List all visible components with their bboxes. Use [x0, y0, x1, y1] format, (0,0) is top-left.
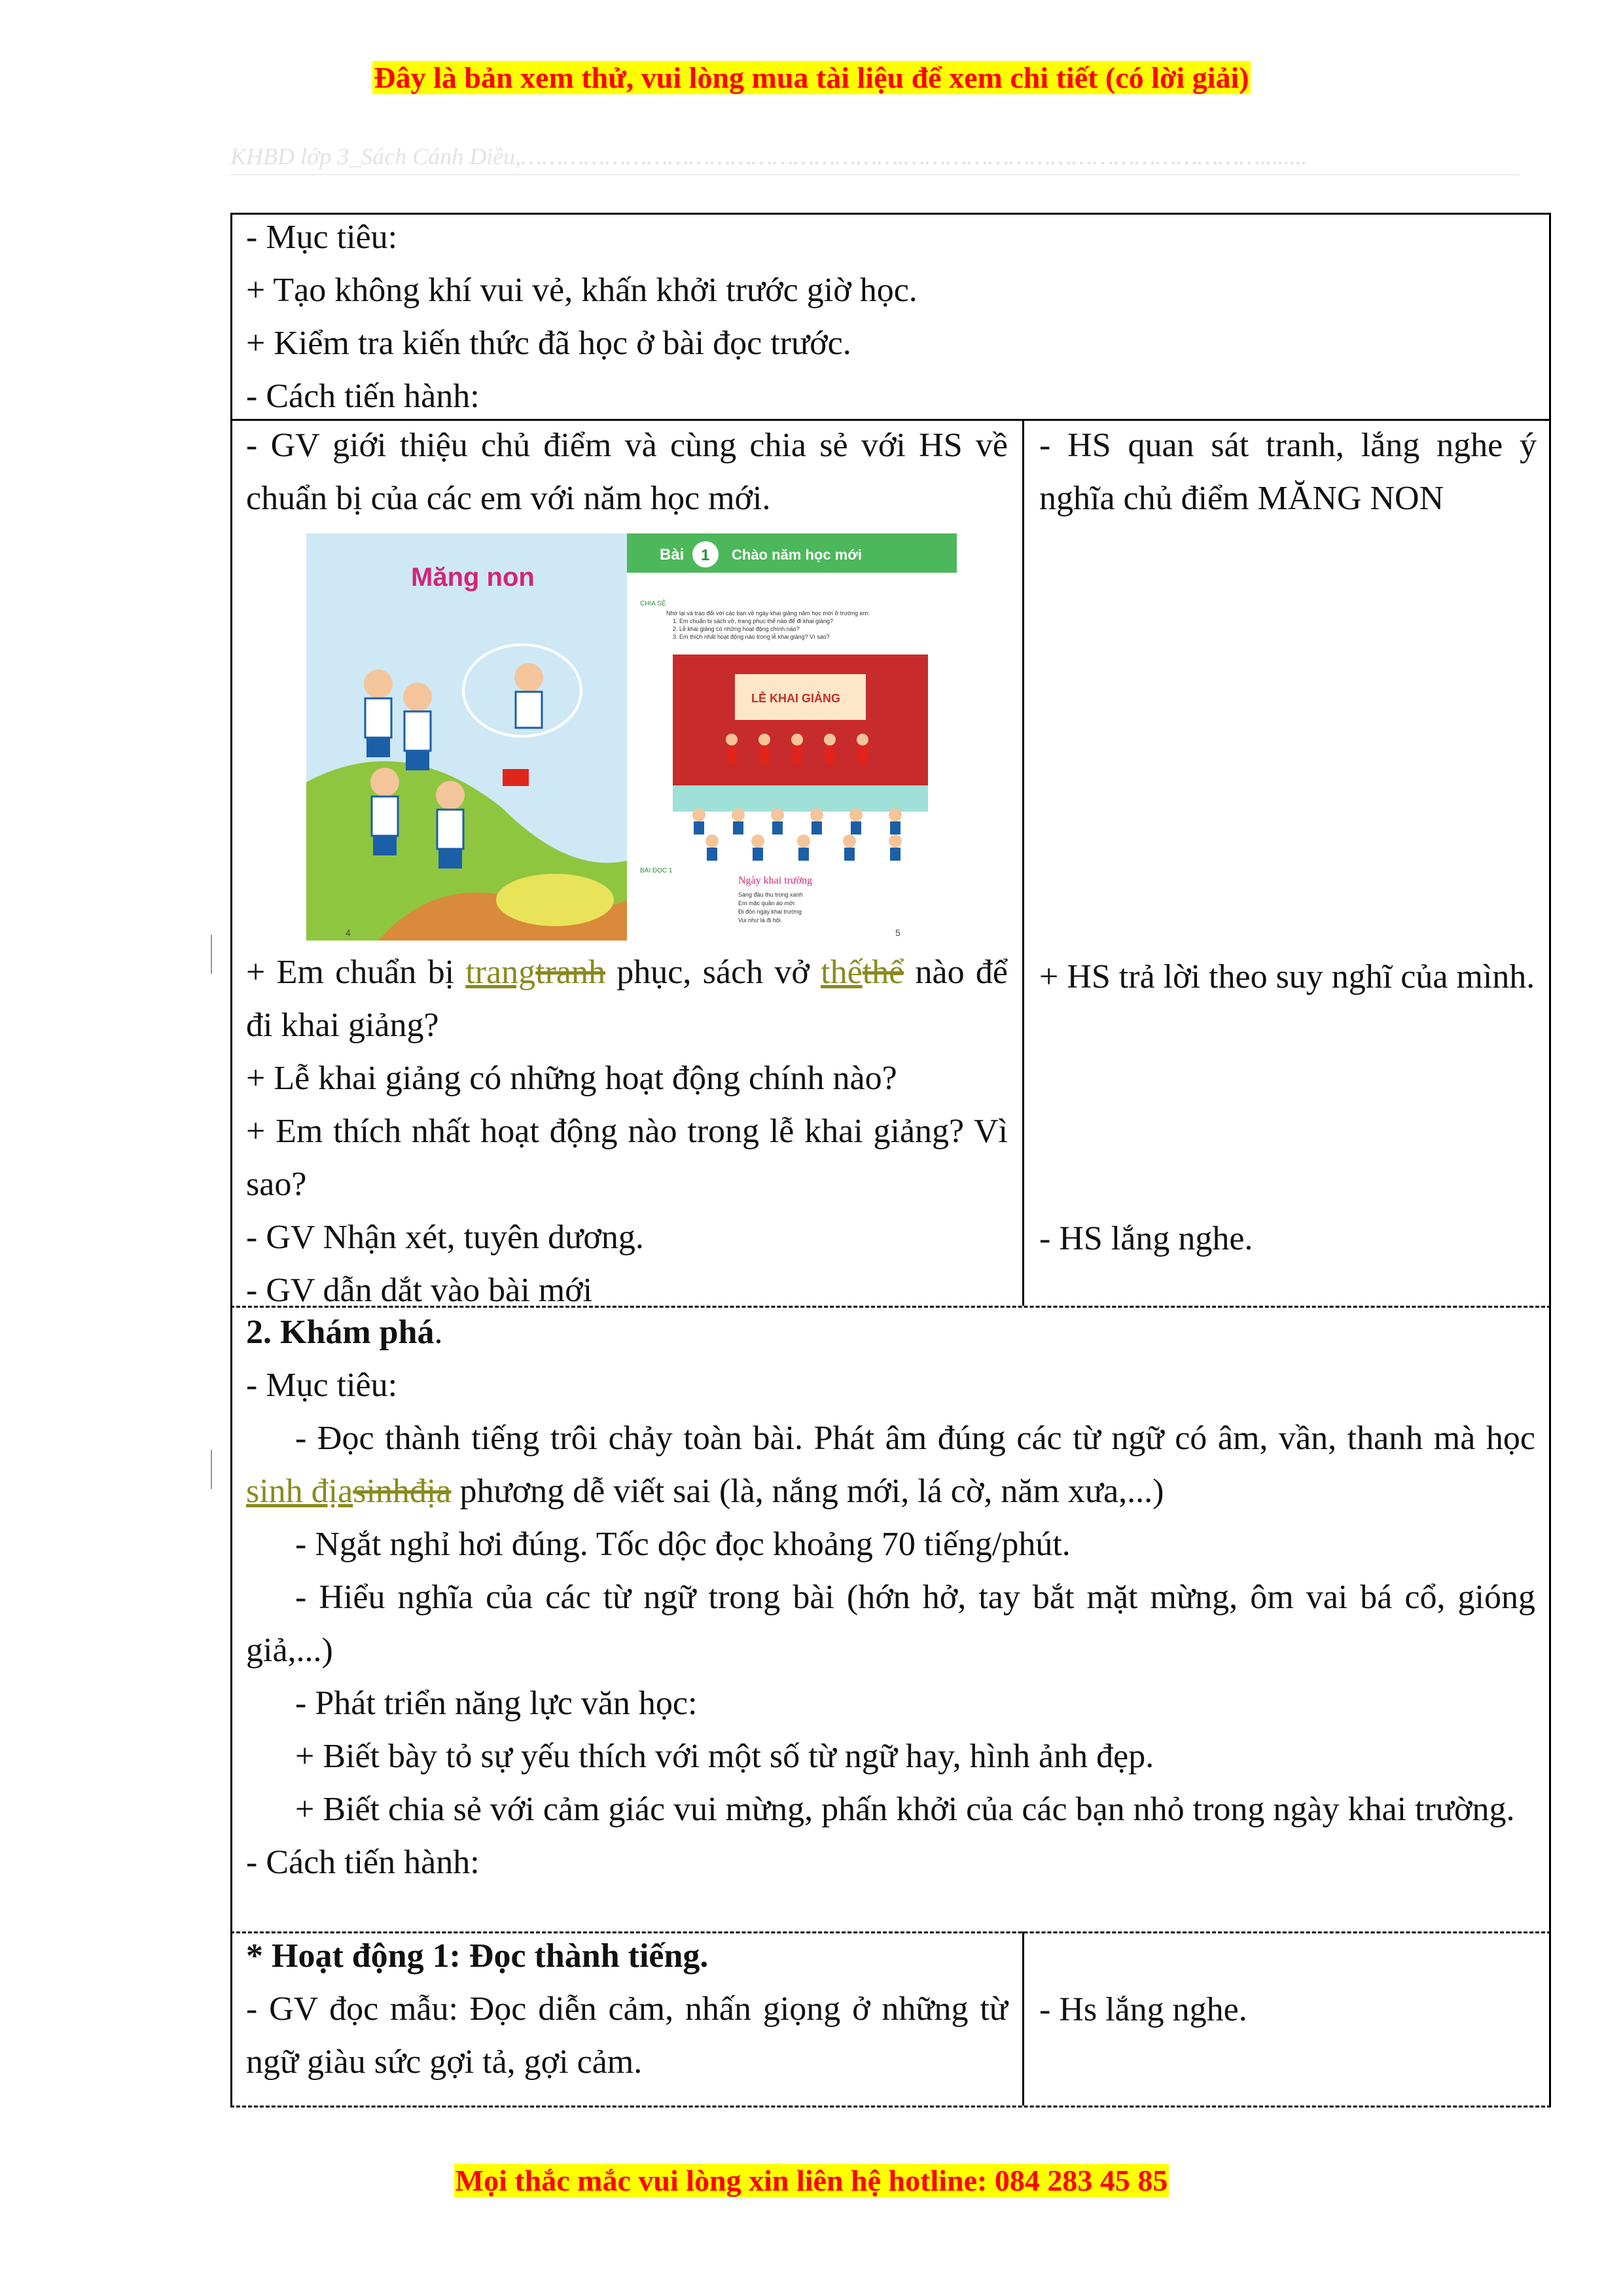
lesson-title: Chào năm học mới	[732, 547, 862, 563]
poem-line: Đi đón ngày khai trường	[738, 908, 802, 915]
section2-cell	[246, 1306, 1535, 1889]
hotline-banner: Mọi thắc mắc vui lòng xin liên hệ hotline: 084 283 45 85	[455, 2164, 1168, 2197]
hs-activity-cell	[1039, 1983, 1537, 2036]
hs-response-1	[1039, 419, 1537, 525]
poem-title: Ngày khai trường	[738, 875, 813, 886]
hs-text: - Hs lắng nghe.	[1039, 1991, 1247, 2028]
hs-response-3	[1039, 1212, 1537, 1265]
text-line: - Mục tiêu:	[246, 1367, 398, 1404]
objective-5: + Biết bày tỏ sự yếu thích với một số từ ngữ hay, hình ảnh đẹp.	[295, 1738, 1154, 1775]
tracked-insert: trang	[465, 954, 536, 991]
gv-questions	[246, 946, 1008, 1317]
lesson-number: 1	[701, 547, 710, 564]
poem-line: Vui như là đi hội.	[738, 917, 783, 924]
row-divider	[230, 2106, 1551, 2108]
gv-feedback: - GV Nhận xét, tuyên dương.	[246, 1219, 644, 1256]
share-line: 2. Lễ khai giảng có những hoạt động chính nào?	[673, 626, 800, 632]
page-number-left: 4	[346, 927, 351, 938]
share-line: 1. Em chuẩn bị sách vở, trang phục thế nào để đi khai giảng?	[673, 618, 834, 624]
text-line: - Cách tiến hành:	[246, 1844, 480, 1881]
gv-intro	[246, 419, 1008, 525]
stage-banner-text: LỄ KHAI GIẢNG	[751, 692, 841, 705]
column-divider	[1022, 419, 1024, 1306]
q1-part: phục, sách vở	[605, 954, 821, 991]
left-title: Măng non	[411, 563, 535, 592]
hs-text: - HS quan sát tranh, lắng nghe ý nghĩa chủ điểm MĂNG NON	[1039, 427, 1537, 517]
objective-4: - Phát triển năng lực văn học:	[295, 1685, 698, 1722]
gv-lead-in: - GV dẫn dắt vào bài mới	[246, 1272, 593, 1309]
change-bar	[211, 935, 212, 974]
text-line: + Tạo không khí vui vẻ, khấn khởi trước giờ học.	[246, 272, 918, 309]
textbook-illustration	[306, 533, 957, 941]
section2-heading	[246, 1306, 1535, 1359]
tracked-delete: sinhđịa	[353, 1473, 452, 1510]
title-suffix: .	[434, 1314, 443, 1351]
gv-activity: - GV đọc mẫu: Đọc diễn cảm, nhấn giọng ở những từ ngữ giàu sức gợi tả, gợi cảm.	[246, 1990, 1008, 2081]
tracked-delete: thể	[862, 954, 904, 991]
change-bar	[211, 1450, 212, 1489]
section1-cell	[246, 211, 1535, 423]
objective-6: + Biết chia sẻ với cảm giác vui mừng, phấn khởi của các bạn nhỏ trong ngày khai trường.	[295, 1791, 1515, 1828]
objective-1	[246, 1412, 1535, 1518]
hs-text: - HS lắng nghe.	[1039, 1220, 1253, 1257]
q1-part: + Em chuẩn bị	[246, 954, 466, 991]
tracked-insert: sinh địa	[246, 1473, 353, 1510]
question-3: + Em thích nhất hoạt động nào trong lễ khai giảng? Vì sao?	[246, 1113, 1008, 1203]
section2-title: 2. Khám phá	[246, 1314, 435, 1351]
activity-1-cell	[246, 1929, 1008, 2089]
hs-response-2	[1039, 950, 1537, 1003]
gv-intro-text: - GV giới thiệu chủ điểm và cùng chia sẻ với HS về chuẩn bị của các em với năm học mới.	[246, 427, 1008, 517]
poem-line: Sáng đầu thu trong xanh	[738, 891, 803, 898]
text-line: - Mục tiêu:	[246, 219, 398, 256]
share-line: 3. Em thích nhất hoạt động nào trong lễ khai giảng? Vì sao?	[673, 634, 830, 640]
text-line: + Kiểm tra kiến thức đã học ở bài đọc trước.	[246, 325, 851, 362]
page-number-right: 5	[895, 927, 901, 938]
share-line: Nhớ lại và trao đổi với các bạn về ngày khai giảng năm học mới ở trường em:	[666, 610, 870, 617]
reading-label: BÀI ĐỌC 1	[640, 867, 673, 874]
obj-part: phương dễ viết sai (là, nắng mới, lá cờ, năm xưa,...)	[451, 1473, 1164, 1510]
objective-3: - Hiểu nghĩa của các từ ngữ trong bài (hớn hở, tay bắt mặt mừng, ôm vai bá cổ, gióng giả,...)	[246, 1579, 1535, 1669]
lesson-badge: Bài	[660, 546, 685, 564]
question-1	[246, 946, 1008, 1052]
flower-bush	[496, 874, 614, 926]
obj-part: - Đọc thành tiếng trôi chảy toàn bài. Phát âm đúng các từ ngữ có âm, vần, thanh mà học	[295, 1420, 1535, 1457]
column-divider	[1022, 1931, 1024, 2106]
objective-2: - Ngắt nghỉ hơi đúng. Tốc dộc đọc khoảng 70 tiếng/phút.	[295, 1526, 1071, 1563]
activity-title: * Hoạt động 1: Đọc thành tiếng.	[246, 1937, 709, 1975]
tracked-delete: tranh	[535, 954, 606, 991]
text-line: - Cách tiến hành:	[246, 378, 480, 415]
hs-text: + HS trả lời theo suy nghĩ của mình.	[1039, 958, 1535, 996]
q1-part: nào để đi khai giảng?	[246, 954, 1008, 1044]
stage-floor	[673, 785, 928, 812]
question-2: + Lễ khai giảng có những hoạt động chính nào?	[246, 1060, 897, 1097]
preview-banner: Đây là bản xem thử, vui lòng mua tài liệu để xem chi tiết (có lời giải)	[374, 61, 1249, 94]
share-label: CHIA SẺ	[640, 600, 666, 607]
poem-line: Em mặc quần áo mới	[738, 900, 794, 906]
running-header: KHBD lớp 3_Sách Cánh Diều,……………………………………………….……………………………………………........	[230, 143, 1520, 175]
tracked-insert: thế	[821, 954, 863, 991]
